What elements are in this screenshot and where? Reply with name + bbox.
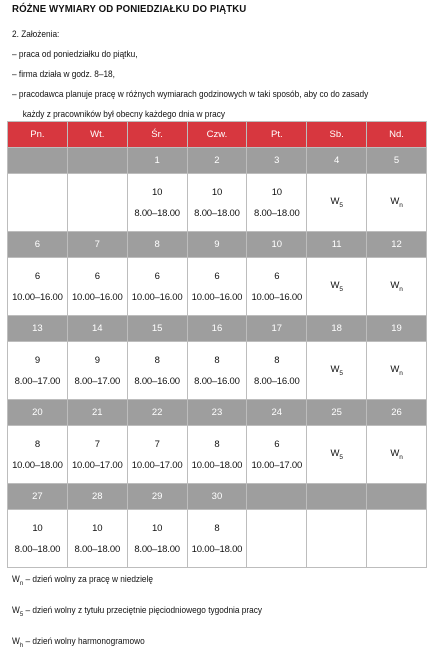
work-hours-cell bbox=[247, 174, 307, 232]
work-hours-cell bbox=[307, 426, 367, 484]
day-number-cell: 5 bbox=[367, 148, 427, 174]
day-number-cell: 19 bbox=[367, 316, 427, 342]
day-number-cell: 17 bbox=[247, 316, 307, 342]
work-hours-cell bbox=[127, 426, 187, 484]
day-number-cell bbox=[247, 484, 307, 510]
work-hours-cell bbox=[127, 258, 187, 316]
hours-count: 8 bbox=[214, 438, 220, 450]
legend-item bbox=[12, 597, 398, 628]
work-hours-cell bbox=[247, 426, 307, 484]
time-range: 8.00–18.00 bbox=[74, 543, 121, 555]
time-range: 8.00–16.00 bbox=[254, 375, 300, 387]
legend-item bbox=[12, 566, 398, 597]
day-number-cell: 23 bbox=[187, 400, 247, 426]
day-number-cell: 30 bbox=[187, 484, 247, 510]
time-range: 8.00–18.00 bbox=[14, 543, 61, 555]
work-hours-cell bbox=[307, 258, 367, 316]
work-hours-cell bbox=[307, 174, 367, 232]
day-number-cell: 6 bbox=[8, 232, 68, 258]
day-number-row bbox=[8, 484, 427, 510]
work-hours-row bbox=[8, 342, 427, 400]
assumptions-block bbox=[12, 24, 390, 124]
legend-text: – dzień wolny harmonogramowo bbox=[25, 636, 145, 646]
hours-count: 9 bbox=[94, 354, 100, 366]
work-hours-row bbox=[8, 174, 427, 232]
day-number-cell: 2 bbox=[187, 148, 247, 174]
time-range: 8.00–18.00 bbox=[134, 207, 180, 219]
day-off-code: $W_5$ bbox=[330, 280, 343, 293]
legend-text: – dzień wolny z tytułu przeciętnie pięciodniowego tygodnia pracy bbox=[25, 605, 263, 615]
day-number-cell: 12 bbox=[367, 232, 427, 258]
work-hours-cell bbox=[247, 510, 307, 568]
day-number-cell: 1 bbox=[127, 148, 187, 174]
time-range: 10.00–18.00 bbox=[191, 543, 243, 555]
day-number-cell bbox=[8, 148, 68, 174]
work-hours-cell bbox=[367, 426, 427, 484]
day-number-cell: 29 bbox=[127, 484, 187, 510]
hours-count: 8 bbox=[34, 438, 40, 450]
work-hours-cell bbox=[187, 426, 247, 484]
day-number-cell: 11 bbox=[307, 232, 367, 258]
time-range: 10.00–17.00 bbox=[251, 459, 303, 471]
assumption-item: – praca od poniedziałku do piątku, bbox=[12, 49, 138, 59]
work-hours-cell bbox=[367, 342, 427, 400]
hours-count: 6 bbox=[214, 270, 220, 282]
day-number-row bbox=[8, 148, 427, 174]
day-number-cell: 26 bbox=[367, 400, 427, 426]
day-number-cell: 8 bbox=[127, 232, 187, 258]
day-number-cell: 25 bbox=[307, 400, 367, 426]
time-range: 10.00–17.00 bbox=[71, 459, 123, 471]
time-range: 8.00–18.00 bbox=[134, 543, 180, 555]
work-hours-cell bbox=[67, 342, 127, 400]
day-off-code: $W_5$ bbox=[330, 364, 343, 377]
time-range: 10.00–16.00 bbox=[131, 291, 183, 303]
work-hours-cell bbox=[187, 258, 247, 316]
time-range: 8.00–18.00 bbox=[194, 207, 240, 219]
assumptions-heading: 2. Założenia: bbox=[12, 29, 60, 39]
weekday-header: Nd. bbox=[367, 122, 427, 148]
hours-count: 9 bbox=[34, 354, 40, 366]
assumption-item: – firma działa w godz. 8–18, bbox=[12, 69, 115, 79]
work-hours-cell bbox=[307, 342, 367, 400]
day-number-row bbox=[8, 232, 427, 258]
day-number-cell: 24 bbox=[247, 400, 307, 426]
work-hours-cell bbox=[8, 258, 68, 316]
weekday-header: Czw. bbox=[187, 122, 247, 148]
day-number-row bbox=[8, 400, 427, 426]
assumption-item-continuation: każdy z pracowników był obecny każdego dnia w pracy bbox=[22, 109, 226, 119]
day-number-cell: 27 bbox=[8, 484, 68, 510]
hours-count: 10 bbox=[152, 522, 163, 534]
hours-count: 10 bbox=[92, 522, 103, 534]
work-hours-cell bbox=[8, 426, 68, 484]
work-hours-cell bbox=[187, 174, 247, 232]
assumption-item: – pracodawca planuje pracę w różnych wymiarach godzinowych w taki sposób, aby co do zasady bbox=[12, 89, 369, 99]
work-hours-cell bbox=[67, 510, 127, 568]
time-range: 10.00–16.00 bbox=[251, 291, 303, 303]
day-off-code: $W_5$ bbox=[330, 196, 343, 209]
day-off-code: $W_n$ bbox=[390, 364, 403, 377]
day-number-cell: 20 bbox=[8, 400, 68, 426]
hours-count: 6 bbox=[274, 270, 280, 282]
hours-count: 10 bbox=[32, 522, 43, 534]
day-off-code: $W_n$ bbox=[390, 196, 403, 209]
hours-count: 6 bbox=[34, 270, 40, 282]
day-number-cell bbox=[67, 148, 127, 174]
day-number-cell: 3 bbox=[247, 148, 307, 174]
legend-code: $W_h$ bbox=[12, 636, 24, 649]
day-number-cell: 13 bbox=[8, 316, 68, 342]
time-range: 10.00–16.00 bbox=[12, 291, 63, 303]
work-hours-row bbox=[8, 258, 427, 316]
time-range: 8.00–17.00 bbox=[74, 375, 121, 387]
work-hours-row bbox=[8, 510, 427, 568]
time-range: 8.00–18.00 bbox=[254, 207, 300, 219]
hours-count: 7 bbox=[94, 438, 100, 450]
work-hours-cell bbox=[247, 258, 307, 316]
work-hours-cell bbox=[127, 510, 187, 568]
day-number-cell: 18 bbox=[307, 316, 367, 342]
weekday-header: Sb. bbox=[307, 122, 367, 148]
time-range: 8.00–16.00 bbox=[194, 375, 240, 387]
hours-count: 8 bbox=[274, 354, 280, 366]
work-hours-cell bbox=[67, 174, 127, 232]
day-number-cell: 10 bbox=[247, 232, 307, 258]
day-number-cell: 7 bbox=[67, 232, 127, 258]
hours-count: 10 bbox=[152, 186, 163, 198]
hours-count: 8 bbox=[154, 354, 160, 366]
legend-code: $W_n$ bbox=[12, 574, 24, 587]
day-number-cell: 9 bbox=[187, 232, 247, 258]
work-hours-cell bbox=[187, 342, 247, 400]
time-range: 10.00–18.00 bbox=[12, 459, 63, 471]
work-hours-cell bbox=[67, 258, 127, 316]
weekday-header: Pt. bbox=[247, 122, 307, 148]
day-number-cell: 14 bbox=[67, 316, 127, 342]
weekday-header: Wt. bbox=[67, 122, 127, 148]
work-schedule-table bbox=[7, 121, 427, 568]
day-number-cell bbox=[307, 484, 367, 510]
legend bbox=[12, 566, 432, 659]
time-range: 10.00–17.00 bbox=[131, 459, 183, 471]
day-off-code: $W_5$ bbox=[330, 448, 343, 461]
schedule-body bbox=[8, 148, 427, 568]
document-title: RÓŻNE WYMIARY OD PONIEDZIAŁKU DO PIĄTKU bbox=[12, 3, 247, 15]
day-number-cell: 22 bbox=[127, 400, 187, 426]
hours-count: 8 bbox=[214, 354, 220, 366]
time-range: 8.00–16.00 bbox=[134, 375, 180, 387]
weekday-header-row bbox=[8, 122, 427, 148]
work-hours-cell bbox=[367, 258, 427, 316]
day-number-cell: 28 bbox=[67, 484, 127, 510]
hours-count: 10 bbox=[211, 186, 223, 198]
hours-count: 6 bbox=[94, 270, 100, 282]
work-hours-cell bbox=[187, 510, 247, 568]
legend-text: – dzień wolny za pracę w niedzielę bbox=[25, 574, 153, 584]
work-hours-cell bbox=[127, 342, 187, 400]
time-range: 10.00–16.00 bbox=[191, 291, 243, 303]
day-off-code: $W_n$ bbox=[390, 448, 403, 461]
legend-code: $W_5$ bbox=[12, 605, 24, 618]
legend-item bbox=[12, 628, 398, 659]
work-hours-cell bbox=[8, 510, 68, 568]
day-number-cell: 15 bbox=[127, 316, 187, 342]
work-hours-cell bbox=[367, 510, 427, 568]
work-hours-cell bbox=[307, 510, 367, 568]
day-number-cell: 21 bbox=[67, 400, 127, 426]
hours-count: 8 bbox=[214, 522, 220, 534]
time-range: 10.00–18.00 bbox=[191, 459, 243, 471]
work-hours-cell bbox=[8, 174, 68, 232]
work-hours-row bbox=[8, 426, 427, 484]
weekday-header: Śr. bbox=[127, 122, 187, 148]
hours-count: 6 bbox=[274, 438, 280, 450]
time-range: 8.00–17.00 bbox=[14, 375, 61, 387]
work-hours-cell bbox=[247, 342, 307, 400]
work-hours-cell bbox=[127, 174, 187, 232]
day-number-cell bbox=[367, 484, 427, 510]
day-number-cell: 16 bbox=[187, 316, 247, 342]
work-hours-cell bbox=[367, 174, 427, 232]
day-number-cell: 4 bbox=[307, 148, 367, 174]
work-hours-cell bbox=[67, 426, 127, 484]
hours-count: 10 bbox=[271, 186, 282, 198]
time-range: 10.00–16.00 bbox=[71, 291, 123, 303]
work-hours-cell bbox=[8, 342, 68, 400]
hours-count: 6 bbox=[154, 270, 160, 282]
weekday-header: Pn. bbox=[8, 122, 68, 148]
hours-count: 7 bbox=[154, 438, 160, 450]
day-number-row bbox=[8, 316, 427, 342]
day-off-code: $W_n$ bbox=[390, 280, 403, 293]
